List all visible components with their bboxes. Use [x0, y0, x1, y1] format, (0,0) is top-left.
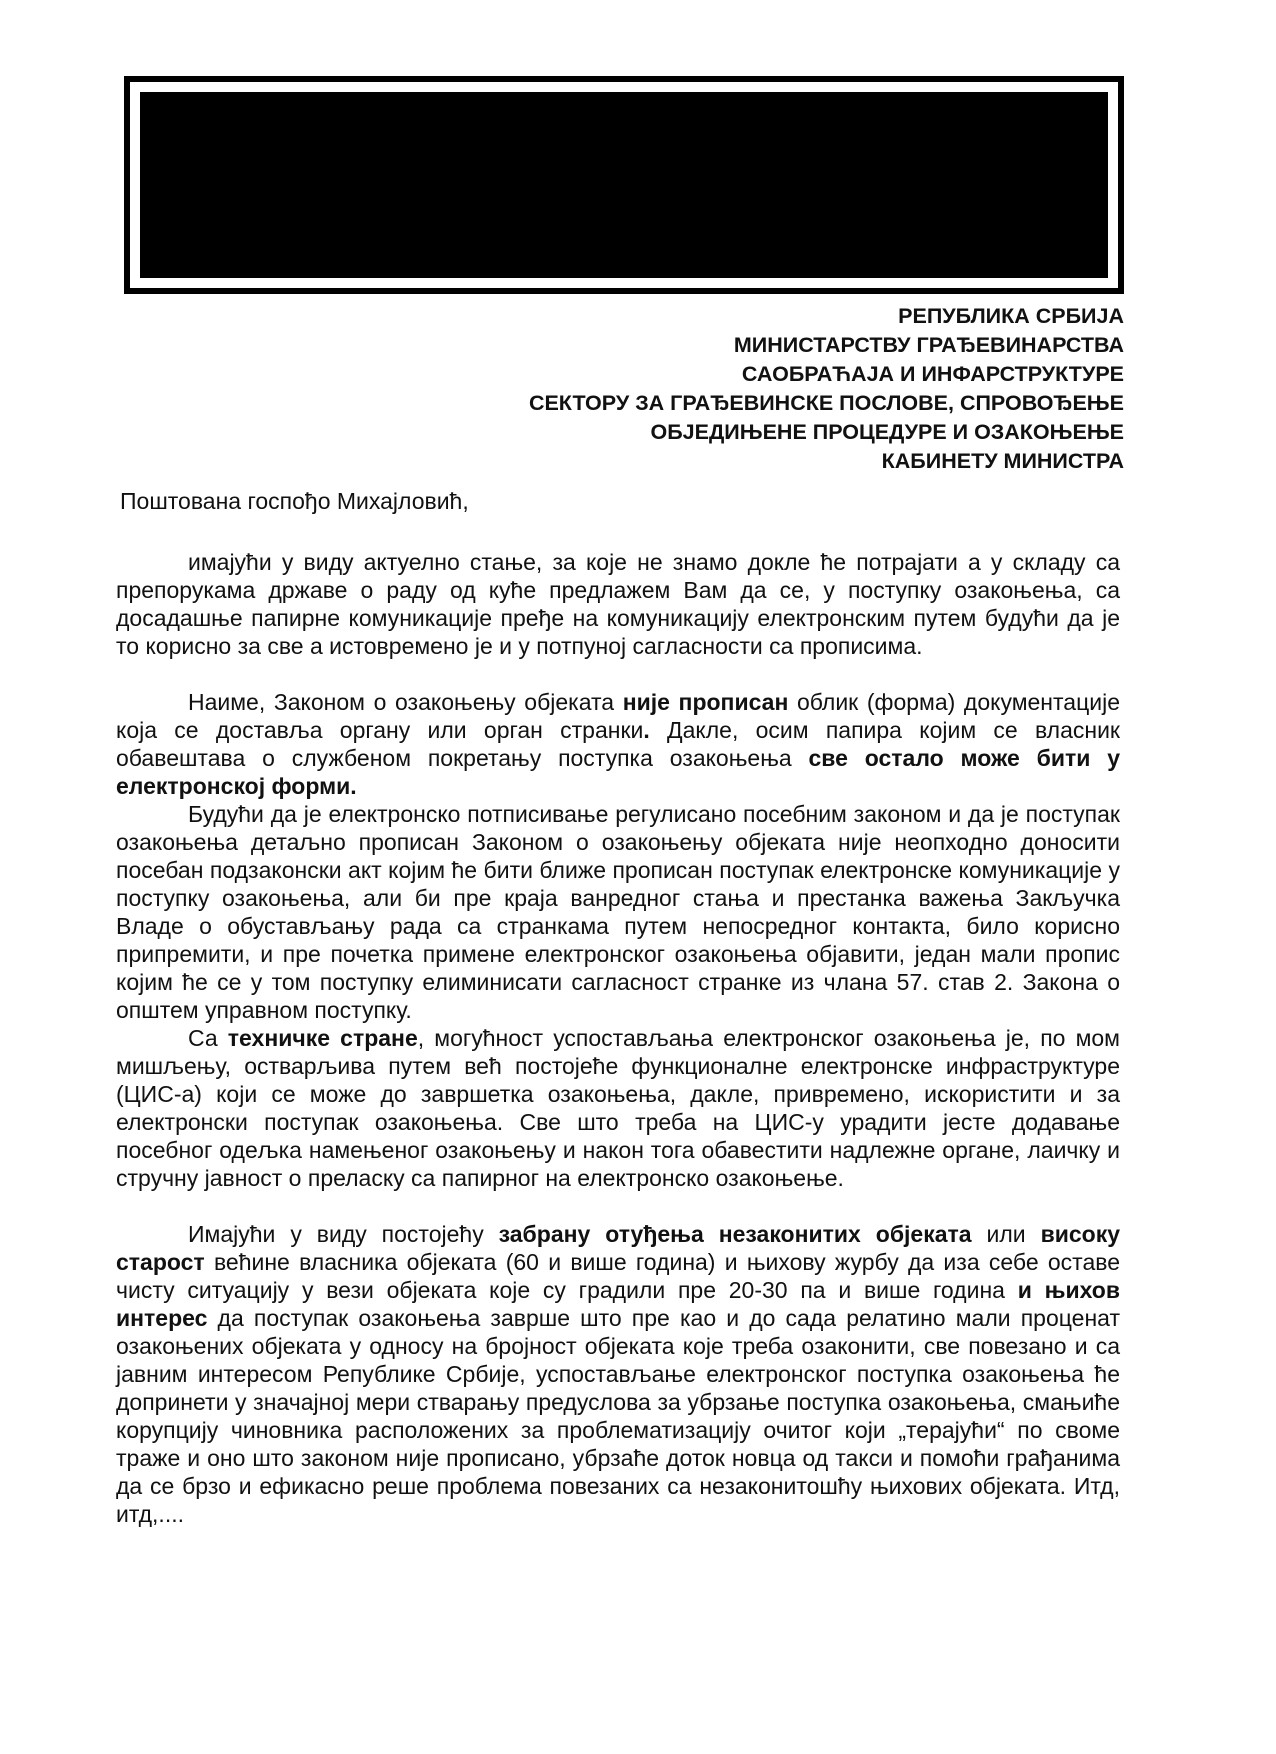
emphasis: техничке стране	[227, 1025, 418, 1051]
salutation: Поштована госпођо Михајловић,	[120, 488, 469, 514]
paragraph-5	[116, 1220, 1120, 1528]
redaction-box	[140, 92, 1108, 278]
paragraph-3: Будући да је електронско потписивање регулисано посебним законом и да је поступак озакоњења детаљно прописан Законом о озакоњењу објеката није неопходно доносити посебан подзаконски акт којим ће бити ближе прописан поступак електронске комуникације у поступку озакоњења, али би пре краја ванредног стања и престанка важења Закључка Владе о обустављању рада са странкама путем непосредног контакта, било корисно припремити, и пре почетка примене електронског озакоњења објавити, један мали пропис којим ће се у том поступку елиминисати сагласност странке из члана 57. став 2. Закона о општем управном поступку.	[116, 801, 1120, 1023]
recipient-line: КАБИНЕТУ МИНИСТРА	[881, 449, 1124, 473]
emphasis: забрану отуђења незаконитих објеката	[498, 1221, 972, 1247]
text-run: Са	[188, 1025, 228, 1051]
paragraph-1: имајући у виду актуелно стање, за које не знамо докле ће потрајати а у складу са препорукама државе о раду од куће предлажем Вам да се, у поступку озакоњења, са досадашње папирне комуникације пређе на комуникацију електронским путем будући да је то корисно за све а истовремено је и у потпуној сагласности са прописима.	[116, 549, 1120, 659]
recipient-address-block	[344, 302, 1124, 476]
text-run: Дакле, осим папира којим се власник обавештава о службеном покретању поступка озакоњења	[116, 717, 1120, 771]
emphasis: .	[643, 717, 650, 743]
text-run: Имајући у виду постојећу	[188, 1221, 499, 1247]
recipient-line: МИНИСТАРСТВУ ГРАЂЕВИНАРСТВА	[733, 333, 1124, 357]
recipient-line: САОБРАЋАЈА И ИНФАРСТРУКТУРЕ	[741, 362, 1124, 386]
emphasis: све остало може бити у електронској форми.	[116, 745, 1120, 799]
text-run: облик (форма) документације која се доставља органу или орган странки	[116, 689, 1120, 743]
text-run: , могућност успостављања електронског озакоњења је, по мом мишљењу, остварљива путем већ постојеће функционалне електронске инфраструктуре (ЦИС-а) који се може до завршетка озакоњења, дакле, привремено, искористити и за електронски поступак озакоњења. Све што треба на ЦИС-у урадити јесте додавање посебног одељка намењеног озакоњењу и након тога обавестити надлежне органе, лаичку и стручну јавност о преласку са папирног на електронско озакоњење.	[116, 1025, 1120, 1191]
recipient-line: РЕПУБЛИКА СРБИЈА	[898, 304, 1124, 328]
recipient-line: СЕКТОРУ ЗА ГРАЂЕВИНСКЕ ПОСЛОВЕ, СПРОВОЂЕЊЕ	[528, 391, 1124, 415]
letter-body	[116, 548, 1120, 1528]
emphasis: високу старост	[116, 1221, 1120, 1275]
emphasis: није прописан	[622, 689, 789, 715]
recipient-line: ОБЈЕДИЊЕНЕ ПРОЦЕДУРЕ И ОЗАКОЊЕЊЕ	[650, 420, 1124, 444]
letterhead-redacted-block	[124, 76, 1124, 294]
text-run: Наиме, Законом о озакоњењу објеката	[188, 689, 623, 715]
text-run: да поступак озакоњења заврше што пре као и до сада релатино мали проценат озакоњених објеката у односу на бројност објеката које треба озаконити, све повезано и са јавним интересом Републике Србије, успостављање електронског поступка озакоњења ће допринети у значајној мери стварању предуслова за убрзање поступка озакоњења, смањиће корупцију чиновника расположених за проблематизацију очитог који „терајући“ по своме траже и оно што законом није прописано, убрзаће доток новца од такси и помоћи грађанима да се брзо и ефикасно реше проблема повезаних са незаконитошћу њихових објеката. Итд, итд,....	[116, 1305, 1120, 1527]
emphasis: и њихов интерес	[116, 1277, 1120, 1331]
text-run: већине власника објеката (60 и више година) и њихову журбу да иза себе оставе чисту ситуацију у вези објеката које су градили пре 20-30 па и више година	[116, 1249, 1120, 1303]
paragraph-2	[116, 688, 1120, 800]
text-run: или	[971, 1221, 1041, 1247]
paragraph-4	[116, 1024, 1120, 1192]
